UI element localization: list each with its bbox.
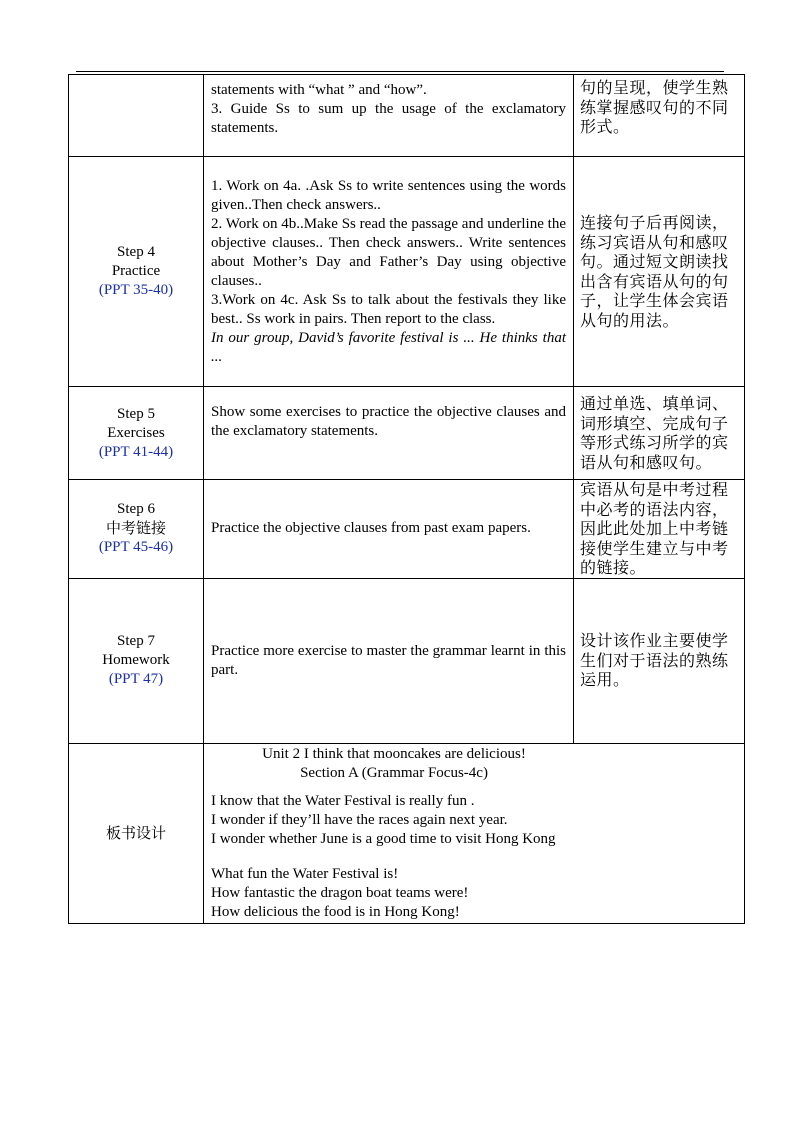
board-line: How delicious the food is in Hong Kong!: [211, 903, 460, 920]
board-line: What fun the Water Festival is!: [211, 865, 399, 882]
ppt-reference: (PPT 45-46): [98, 539, 174, 556]
board-line: How fantastic the dragon boat teams were!: [211, 884, 469, 901]
purpose-cell: 设计该作业主要使学生们对于语法的熟练运用。: [574, 578, 745, 743]
board-content-cell: [204, 743, 745, 923]
table-row-step-7: [69, 578, 745, 743]
board-line: I know that the Water Festival is really fun .: [211, 792, 475, 809]
content-line: statements with “what ” and “how”.: [211, 82, 427, 98]
step-cell: [69, 387, 204, 480]
board-spacer: [211, 849, 737, 865]
table-row-step-4: [69, 157, 745, 387]
ppt-reference: (PPT 35-40): [98, 282, 174, 298]
board-subtitle: Section A (Grammar Focus-4c): [300, 764, 488, 781]
step-cell: [69, 480, 204, 579]
content-line: 1. Work on 4a. .Ask Ss to write sentences using the words given..Then check answers..: [211, 177, 566, 213]
purpose-cell: 句的呈现，使学生熟练掌握感叹句的不同形式。: [574, 75, 745, 157]
header-rule: [76, 71, 724, 72]
content-cell: [204, 480, 574, 579]
content-line: Show some exercises to practice the objective clauses and the exclamatory statements.: [211, 404, 566, 439]
content-example: In our group, David’s favorite festival is ... He thinks that ...: [211, 329, 566, 365]
ppt-reference: (PPT 47): [108, 671, 164, 687]
content-cell: [204, 157, 574, 387]
purpose-cell: 通过单选、填单词、词形填空、完成句子等形式练习所学的宾语从句和感叹句。: [574, 387, 745, 480]
step-name: Exercises: [107, 424, 165, 441]
step-cell: [69, 157, 204, 387]
step-number: Step 4: [117, 244, 155, 260]
step-cell: [69, 75, 204, 157]
content-cell: [204, 387, 574, 480]
content-line: 3.Work on 4c. Ask Ss to talk about the festivals they like best.. Ss work in pairs. Then report to the class.: [211, 291, 566, 327]
board-label: 板书设计: [69, 743, 204, 923]
table-row-board-design: [69, 743, 745, 923]
ppt-reference: (PPT 41-44): [98, 443, 174, 460]
board-line: I wonder if they’ll have the races again next year.: [211, 811, 508, 828]
table-row-continuation: [69, 75, 745, 157]
table-row-step-6: [69, 480, 745, 579]
step-number: Step 5: [117, 405, 155, 422]
content-cell: [204, 75, 574, 157]
step-name: Practice: [111, 263, 161, 279]
step-name: 中考链接: [105, 519, 166, 538]
content-line: Practice the objective clauses from past exam papers.: [211, 520, 531, 537]
table-row-step-5: [69, 387, 745, 480]
content-cell: [204, 578, 574, 743]
content-line: 3. Guide Ss to sum up the usage of the exclamatory statements.: [211, 101, 566, 136]
content-line: Practice more exercise to master the grammar learnt in this part.: [211, 642, 566, 678]
step-cell: [69, 578, 204, 743]
step-number: Step 6: [117, 501, 155, 518]
step-number: Step 7: [117, 633, 155, 649]
content-line: 2. Work on 4b..Make Ss read the passage and underline the objective clauses.. Then check answers.. Write sentences about Mother’s Day and Father’s Day using objective clauses..: [211, 215, 566, 289]
step-name: Homework: [102, 652, 170, 668]
lesson-plan-table: [68, 74, 745, 924]
board-line: I wonder whether June is a good time to visit Hong Kong: [211, 830, 556, 847]
board-title: Unit 2 I think that mooncakes are delicious!: [262, 745, 526, 762]
purpose-cell: 宾语从句是中考过程中必考的语法内容，因此此处加上中考链接使学生建立与中考的链接。: [574, 480, 745, 579]
purpose-cell: 连接句子后再阅读，练习宾语从句和感叹句。通过短文朗读找出含有宾语从句的句子，让学生体会宾语从句的用法。: [574, 157, 745, 387]
